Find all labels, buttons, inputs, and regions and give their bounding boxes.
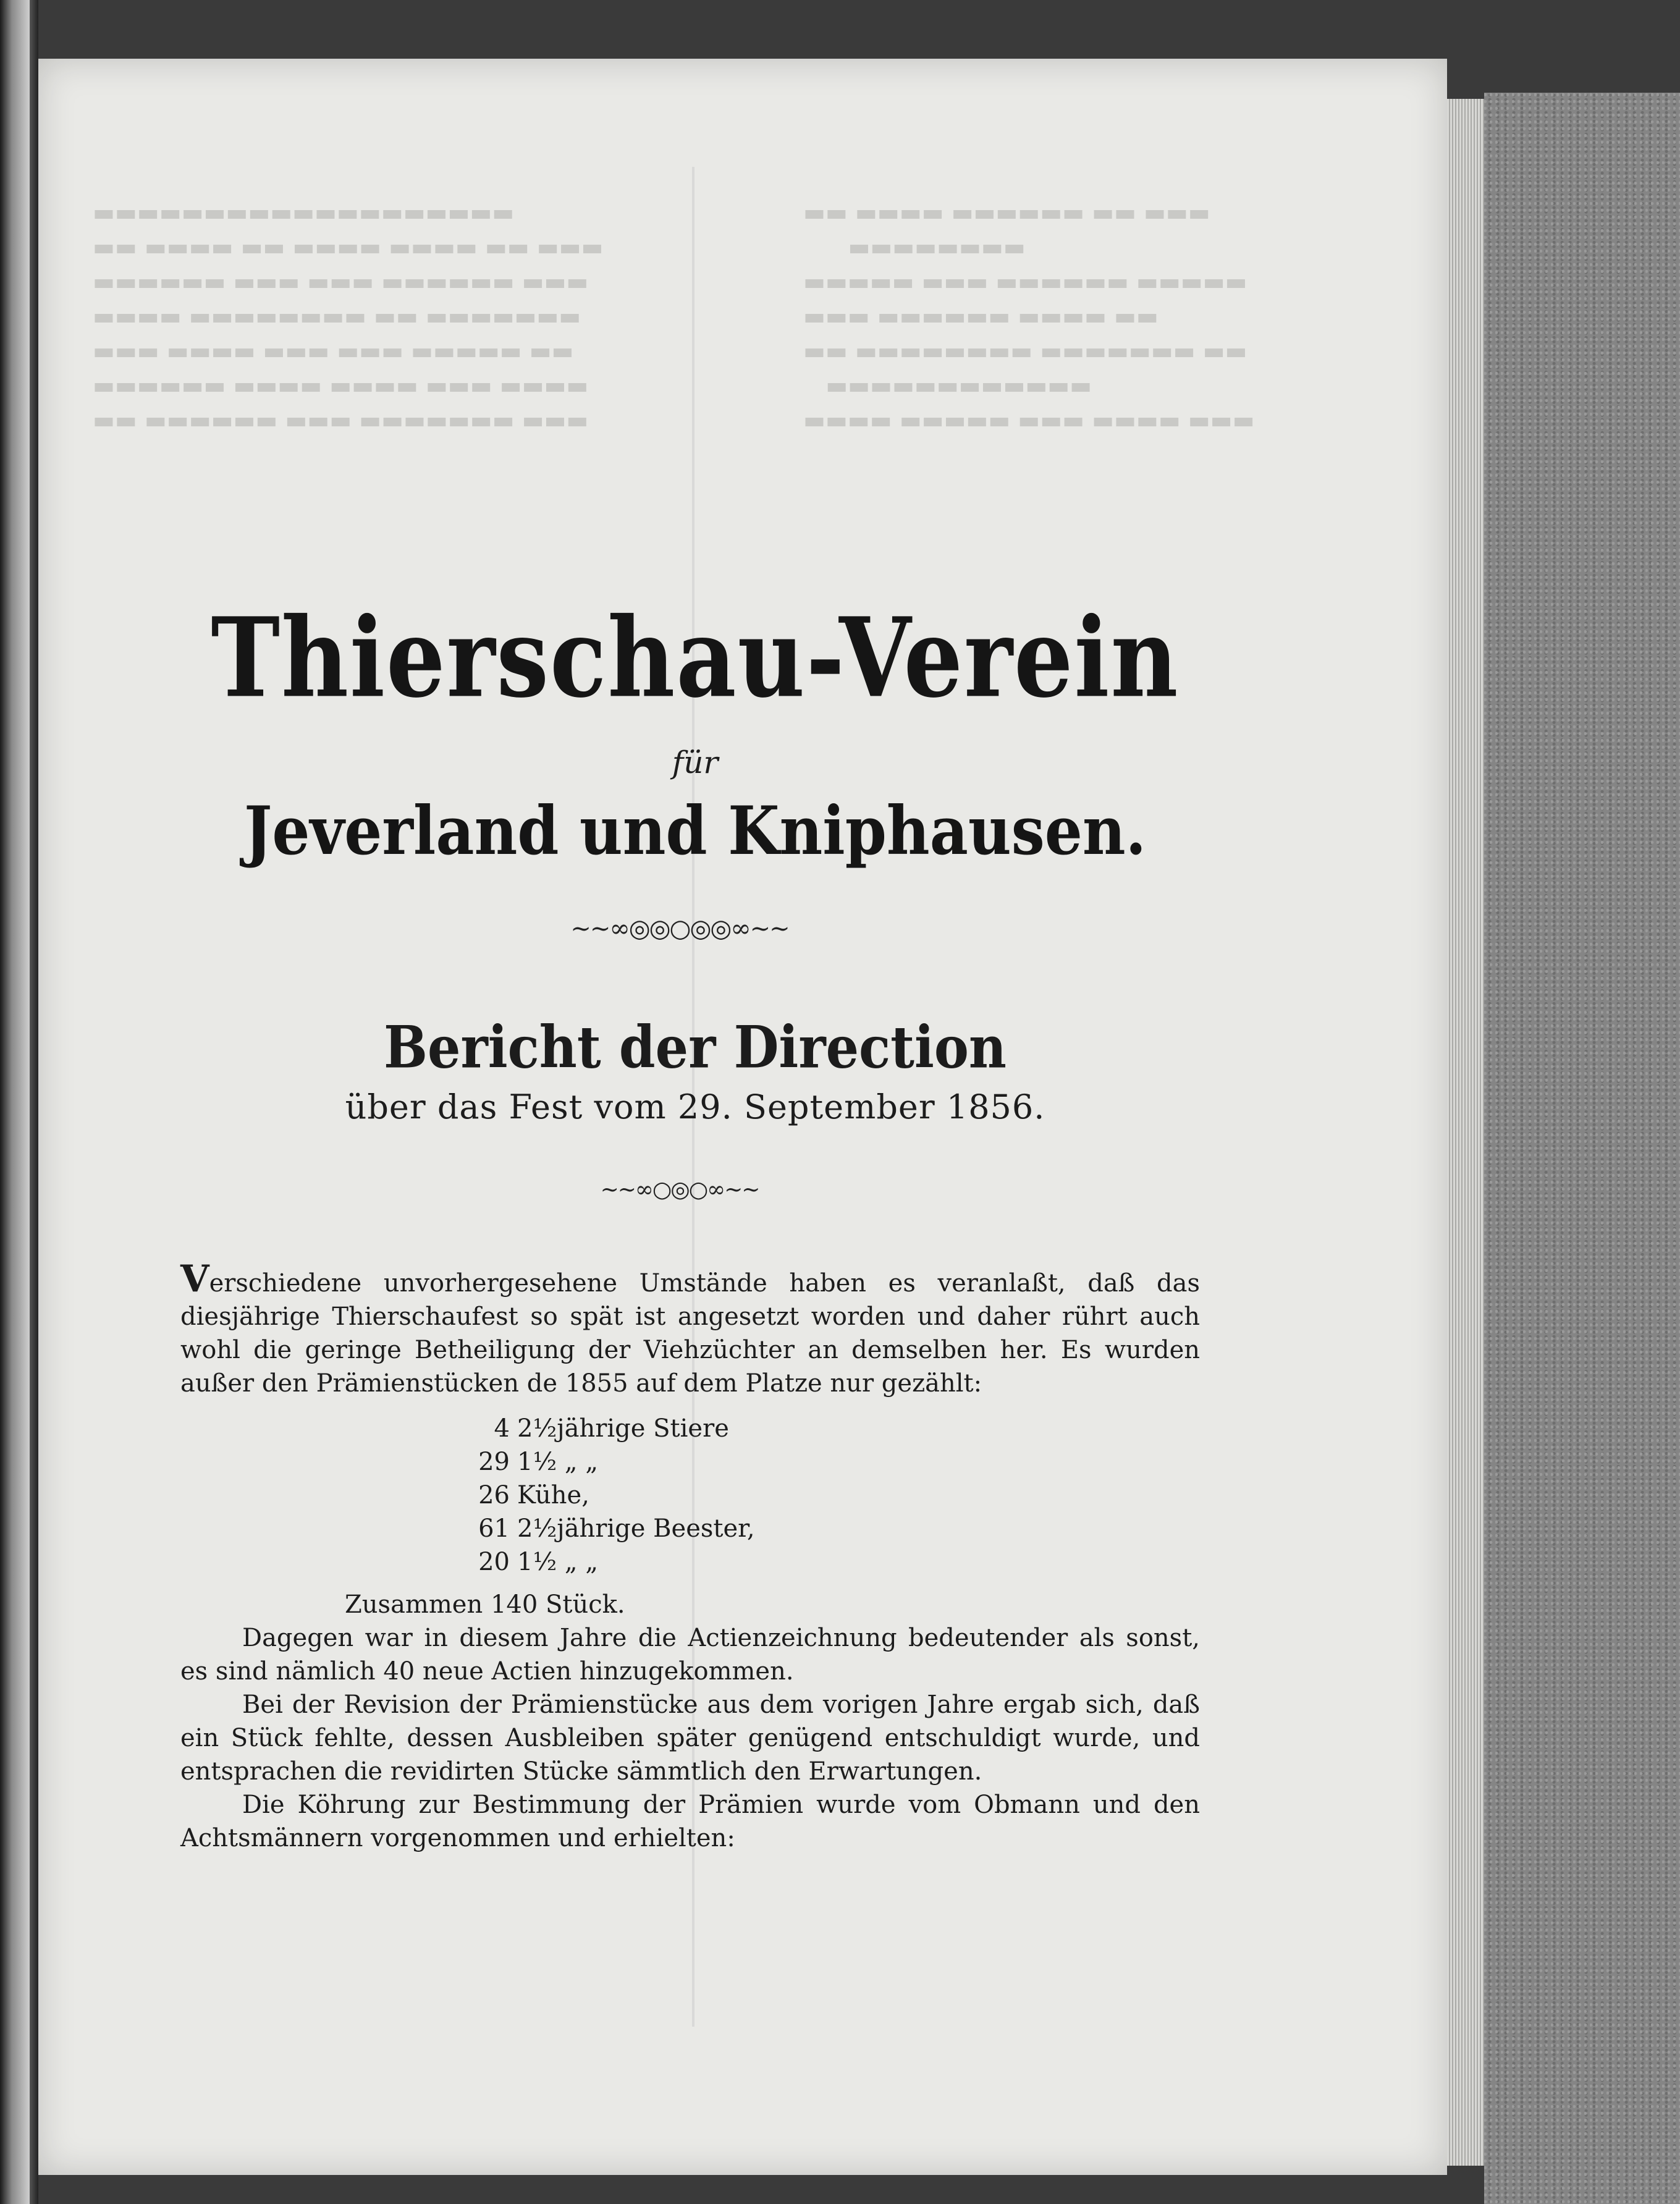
tally-summary: Zusammen 140 Stück.: [345, 1590, 625, 1619]
tally-count: 20: [478, 1548, 510, 1576]
tally-row: [358, 1445, 791, 1479]
tally-row: [358, 1412, 791, 1445]
region-name: Jeverland und Kniphausen.: [243, 792, 1147, 870]
tally-label: 2½jährige Stiere: [517, 1414, 729, 1443]
report-title: Bericht der Direction: [384, 1013, 1007, 1081]
tally-count: 61: [478, 1514, 510, 1543]
tally-row: [358, 1512, 791, 1545]
report-date-line: über das Fest vom 29. September 1856.: [345, 1087, 1045, 1126]
ornament-divider-bottom: ~~∞○◎○∞~~: [600, 1177, 759, 1202]
paragraph-inspection: Die Köhrung zur Bestimmung der Prämien wurde vom Obmann und den Achtsmännern vorgenommen und erhielten:: [180, 1791, 1200, 1852]
drop-cap: V: [180, 1257, 209, 1301]
bleed-through-texture: ▬▬▬▬▬▬▬▬▬▬▬▬▬▬▬▬▬▬▬ ▬▬ ▬▬▬▬ ▬▬ ▬▬▬▬ ▬▬▬▬ ▬▬ ▬▬▬ ▬▬▬▬▬▬ ▬▬▬ ▬▬▬ ▬▬▬▬▬▬ ▬▬▬ ▬▬▬▬ ▬▬▬▬▬▬▬▬ ▬▬ ▬▬▬▬▬▬▬ ▬▬▬ ▬▬▬▬ ▬▬▬ ▬▬▬ ▬▬▬▬▬ ▬▬ ▬▬▬▬▬▬ ▬▬▬▬ ▬▬▬▬ ▬▬▬ ▬▬▬▬ ▬▬ ▬▬▬▬▬▬ ▬▬▬ ▬▬▬▬▬▬▬ ▬▬▬: [93, 199, 604, 434]
livestock-tally: [358, 1412, 791, 1579]
tally-label: 2½jährige Beester,: [517, 1514, 755, 1543]
tally-count: 29: [478, 1448, 510, 1476]
bleed-through-texture: ▬▬ ▬▬▬▬ ▬▬▬▬▬▬ ▬▬ ▬▬▬ ▬▬▬▬▬▬▬▬ ▬▬▬▬▬ ▬▬▬ ▬▬▬▬▬▬ ▬▬▬▬▬ ▬▬▬ ▬▬▬▬▬▬ ▬▬▬▬ ▬▬ ▬▬ ▬▬▬▬▬▬▬▬ ▬▬▬▬▬▬▬ ▬▬ ▬▬▬▬▬▬▬▬▬▬▬▬ ▬▬▬▬ ▬▬▬▬▬ ▬▬▬ ▬▬▬▬ ▬▬▬: [803, 199, 1255, 434]
tally-row: [358, 1545, 791, 1579]
tally-count: 26: [478, 1481, 510, 1509]
paragraph-shares: Dagegen war in diesem Jahre die Actienzeichnung bedeutender als sonst, es sind nämlich 40 neue Actien hinzugekommen.: [180, 1624, 1200, 1686]
paragraph-circumstances: [180, 1257, 1200, 1400]
title-preposition: für: [672, 745, 719, 780]
document-title: Thierschau-Verein: [211, 594, 1180, 722]
tally-row: [358, 1479, 791, 1512]
tally-count: 4: [494, 1414, 510, 1443]
ornament-divider-top: ~~∞◎◎○◎◎∞~~: [570, 914, 789, 943]
tally-label: 1½ „ „: [517, 1448, 599, 1476]
tally-label: 1½ „ „: [517, 1548, 599, 1576]
paragraph-revision: Bei der Revision der Prämienstücke aus dem vorigen Jahre ergab sich, daß ein Stück fehlte, dessen Ausbleiben später genügend entschuldigt wurde, und entsprachen die revidirten Stücke sämmtlich den Erwartungen.: [180, 1691, 1200, 1786]
tally-label: Kühe,: [517, 1481, 589, 1509]
paragraph-1-text: erschiedene unvorhergesehene Umstände haben es veranlaßt, daß das diesjährige Thierschaufest so spät ist angesetzt worden und daher rührt auch wohl die geringe Betheiligung der Viehzüchter an demselben her. Es wurden außer den Prämienstücken de 1855 auf dem Platze nur gezählt:: [180, 1269, 1200, 1398]
